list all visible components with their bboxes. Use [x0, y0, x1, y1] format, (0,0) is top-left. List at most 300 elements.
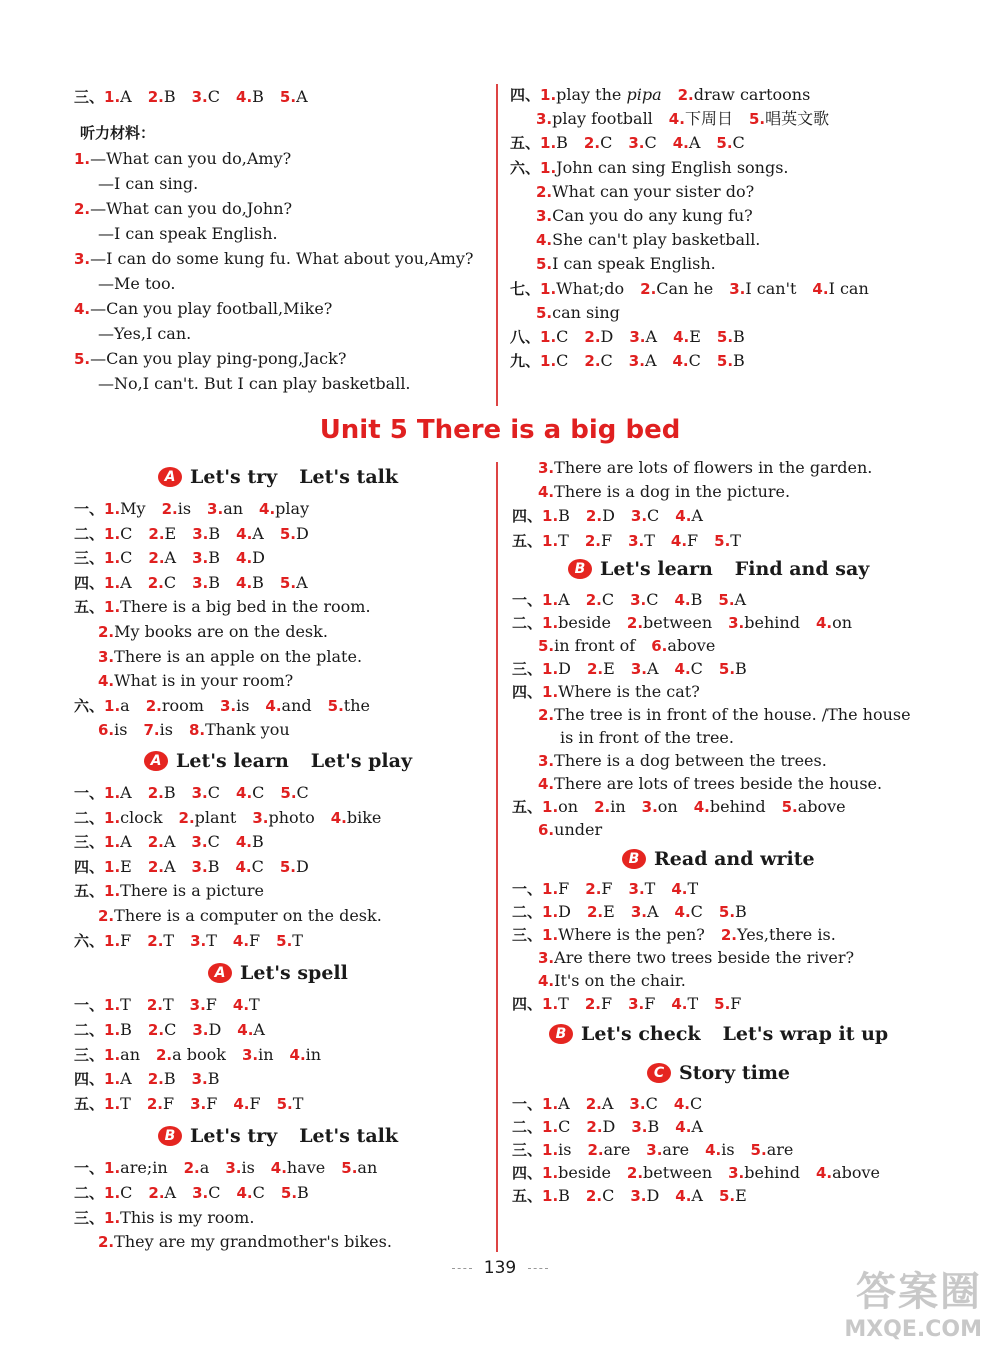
item-number: 2.	[626, 614, 644, 632]
item-number: 1.	[542, 903, 559, 921]
answer-line	[74, 198, 308, 220]
question-group-label: 五、	[510, 134, 541, 153]
item-text: There are lots of flowers in the garden.	[554, 458, 873, 477]
answer-line	[74, 1207, 270, 1229]
section-badge-icon: A	[208, 963, 232, 983]
answer-line	[74, 596, 387, 618]
item-text: F	[120, 930, 132, 950]
answer-item	[104, 832, 132, 851]
answer-line	[510, 132, 761, 154]
answer-item	[594, 797, 626, 816]
item-text: C	[600, 351, 613, 371]
answer-line	[536, 229, 776, 251]
answer-item	[542, 994, 569, 1013]
item-text: the	[343, 695, 370, 715]
answer-item	[586, 1094, 614, 1113]
item-text: There is a picture	[120, 881, 265, 901]
answer-item	[630, 1186, 659, 1205]
answer-item	[586, 1186, 614, 1205]
item-text: What;do	[556, 278, 625, 298]
answer-item	[717, 351, 745, 370]
answer-item	[587, 659, 615, 678]
item-number: 3.	[628, 352, 645, 371]
item-number: 5.	[279, 857, 296, 876]
item-text: E	[120, 856, 132, 876]
page-number: 139	[0, 1258, 1000, 1278]
answer-item	[271, 1158, 326, 1177]
answer-item	[584, 351, 612, 370]
answer-line	[536, 181, 770, 203]
answer-item	[536, 182, 754, 201]
item-text: There is a dog in the picture.	[554, 482, 791, 502]
item-text: A	[164, 548, 177, 568]
question-group-label: 二、	[74, 524, 105, 543]
item-number: 1.	[542, 995, 559, 1013]
question-group-label: 三、	[512, 660, 543, 678]
item-number: 2.	[586, 1118, 603, 1136]
item-text: I can speak English.	[552, 254, 716, 274]
item-number: 2.	[183, 1159, 200, 1177]
question-group-label: 二、	[512, 1118, 543, 1136]
answer-item	[675, 902, 703, 921]
item-number: 1.	[540, 279, 557, 298]
item-text: in	[258, 1044, 274, 1064]
answer-item	[536, 109, 653, 128]
answer-item	[190, 931, 217, 950]
item-number: 5.	[536, 303, 553, 322]
item-number: 6.	[98, 721, 115, 740]
item-text: C	[688, 351, 701, 371]
question-group-label: 三、	[512, 1141, 543, 1159]
answer-item	[98, 224, 278, 243]
answer-item	[538, 948, 854, 967]
item-text: T	[120, 1094, 131, 1114]
item-text: B	[647, 1117, 660, 1136]
answer-line	[98, 273, 191, 295]
item-text: A	[120, 572, 132, 592]
answer-item	[98, 647, 362, 666]
answer-item	[192, 783, 220, 802]
item-text: Thank you	[205, 720, 290, 740]
item-text: They are my grandmother's bikes.	[114, 1232, 392, 1252]
item-number: 3.	[536, 110, 553, 129]
answer-line	[512, 993, 757, 1015]
item-text: can sing	[552, 302, 620, 322]
answer-line	[512, 1139, 809, 1161]
item-text: are;in	[120, 1158, 168, 1177]
answer-line	[538, 704, 927, 726]
answer-line	[538, 819, 618, 841]
answer-item	[192, 87, 220, 106]
question-group-label: 三、	[512, 926, 543, 944]
item-number: 4.	[674, 903, 691, 921]
item-number: 3.	[628, 134, 645, 153]
item-text: is	[159, 720, 173, 740]
item-number: 1.	[104, 1183, 121, 1202]
item-number: 3.	[219, 696, 237, 715]
answer-line	[74, 498, 325, 520]
answer-item	[280, 783, 308, 802]
item-text: C	[120, 523, 133, 543]
item-text: —What can you do,John?	[90, 199, 293, 218]
item-text: T	[120, 995, 131, 1014]
answer-item	[98, 324, 191, 343]
item-number: 5.	[718, 903, 736, 921]
answer-item	[587, 1140, 630, 1159]
item-number: 1.	[540, 158, 557, 177]
answer-item	[104, 1208, 254, 1227]
item-text: A	[253, 1019, 265, 1039]
item-number: 3.	[630, 903, 647, 921]
item-number: 1.	[542, 1187, 559, 1205]
item-number: 4.	[693, 798, 710, 816]
answer-item	[751, 1140, 794, 1159]
answer-item	[236, 573, 264, 592]
item-number: 3.	[192, 524, 209, 543]
answer-item	[675, 1186, 703, 1205]
answer-line	[510, 350, 761, 372]
item-number: 2.	[585, 1187, 603, 1205]
item-text: behind	[709, 797, 766, 816]
subheading	[80, 122, 155, 144]
item-text: A	[120, 783, 132, 802]
question-group-label: 四、	[512, 683, 543, 701]
answer-item	[629, 351, 657, 370]
item-text: F	[162, 1094, 175, 1114]
answer-item	[538, 705, 911, 724]
answer-item	[74, 199, 292, 218]
item-text: T	[249, 995, 260, 1014]
answer-item	[290, 1045, 322, 1064]
section-badge-icon: B	[549, 1024, 573, 1044]
question-group-label: 四、	[510, 86, 541, 104]
item-text: My	[120, 499, 146, 518]
item-number: 1.	[542, 880, 559, 898]
answer-line	[510, 278, 885, 300]
item-number: 2.	[98, 907, 115, 925]
answer-item	[540, 158, 788, 177]
answer-line	[512, 1162, 896, 1184]
item-text: under	[554, 820, 603, 839]
answer-item	[265, 696, 311, 715]
item-number: 3.	[728, 1164, 745, 1182]
answer-line	[538, 947, 870, 969]
section-title: Let's try	[190, 1125, 278, 1147]
item-text: Yes,there is.	[737, 925, 836, 944]
item-number: 4.	[236, 88, 253, 106]
item-text: 唱英文歌	[765, 109, 830, 129]
answer-item	[148, 87, 176, 106]
section-heading	[208, 962, 348, 984]
item-text: B	[207, 856, 220, 876]
answer-item	[646, 1140, 689, 1159]
answer-item	[719, 659, 747, 678]
question-group-label: 四、	[512, 507, 543, 526]
answer-item	[542, 1163, 611, 1182]
answer-item	[179, 808, 237, 827]
answer-item	[671, 531, 698, 550]
item-text: C	[207, 87, 221, 106]
item-number: 4.	[236, 573, 253, 592]
item-number: 1.	[540, 328, 557, 346]
answer-item	[714, 994, 741, 1013]
answer-line	[98, 173, 214, 195]
item-text: A	[691, 1186, 703, 1205]
item-number: 3.	[191, 833, 208, 852]
item-text: B	[207, 1069, 220, 1089]
answer-item	[74, 349, 346, 368]
item-text: F	[730, 994, 742, 1013]
answer-line	[98, 621, 344, 643]
item-text: T	[292, 1094, 304, 1114]
question-group-label: 一、	[512, 591, 543, 609]
item-text: D	[208, 1019, 222, 1039]
question-group-label: 四、	[512, 1164, 543, 1182]
item-number: 2.	[677, 86, 694, 104]
item-text: My books are on the desk.	[114, 622, 328, 641]
item-number: 2.	[147, 1020, 165, 1039]
item-text: There are lots of trees beside the house.	[554, 774, 883, 793]
answer-item	[728, 613, 800, 632]
answer-item	[586, 506, 615, 525]
item-text: F	[600, 994, 613, 1013]
item-text: play football	[552, 109, 653, 129]
answer-item	[675, 590, 703, 609]
section-heading	[568, 558, 869, 580]
answer-item	[542, 1094, 570, 1113]
answer-item	[280, 857, 309, 876]
item-text: draw cartoons	[693, 85, 811, 104]
item-text: D	[600, 327, 614, 346]
subheading-text: 听力材料：	[80, 124, 156, 142]
item-text: E	[164, 523, 177, 543]
answer-item	[586, 590, 614, 609]
item-number: 1.	[542, 614, 559, 632]
item-number: 1.	[542, 660, 559, 678]
answer-item	[812, 279, 868, 298]
item-number: 3.	[628, 995, 645, 1013]
item-text: C	[252, 783, 265, 802]
answer-item	[162, 499, 191, 518]
section-badge-icon: C	[647, 1063, 671, 1083]
item-number: 2.	[146, 1095, 163, 1114]
answer-item	[728, 1163, 800, 1182]
answer-item	[671, 879, 698, 898]
item-text: A	[645, 327, 658, 346]
section-badge-icon: B	[568, 559, 592, 579]
item-number: 1.	[540, 86, 557, 104]
item-number: 4.	[265, 696, 282, 715]
item-number: 3.	[189, 996, 206, 1014]
item-text: a book	[172, 1044, 226, 1064]
answer-item	[104, 696, 130, 715]
item-number: 4.	[236, 549, 253, 568]
answer-item	[538, 482, 790, 501]
answer-item	[242, 1045, 274, 1064]
item-text: It's on the chair.	[554, 971, 686, 990]
item-number: 4.	[330, 808, 347, 827]
item-number: 1.	[104, 500, 121, 518]
answer-item	[631, 1117, 659, 1136]
answer-line	[74, 1019, 281, 1041]
answer-item	[536, 303, 620, 322]
answer-line	[512, 658, 763, 680]
question-group-label: 五、	[74, 882, 105, 901]
section-title: Let's try	[190, 466, 278, 488]
question-group-label: 五、	[512, 798, 543, 816]
item-text: A	[646, 902, 659, 921]
answer-item	[104, 548, 132, 567]
answer-line	[512, 612, 868, 634]
answer-line	[74, 1068, 236, 1090]
answer-item	[156, 1045, 226, 1064]
item-text: F	[687, 530, 699, 550]
item-number: 4.	[538, 775, 555, 793]
item-text: Can you do any kung fu?	[552, 206, 753, 225]
item-number: 2.	[147, 1070, 164, 1089]
item-number: 3.	[191, 784, 208, 802]
item-number: 4.	[705, 1141, 722, 1159]
answer-item	[233, 1094, 260, 1113]
item-text: What can your sister do?	[552, 181, 755, 201]
item-text: A	[601, 1094, 614, 1113]
answer-item	[540, 327, 568, 346]
item-number: 4.	[671, 880, 688, 898]
item-number: 3.	[628, 880, 645, 898]
item-text: B	[163, 87, 176, 106]
item-number: 2.	[147, 833, 164, 852]
answer-item	[191, 832, 219, 851]
item-text: above	[797, 797, 846, 816]
item-number: 5.	[750, 1141, 767, 1159]
answer-item	[192, 1069, 220, 1088]
answer-item	[98, 720, 127, 739]
item-text: A	[120, 832, 132, 852]
answer-item	[585, 879, 612, 898]
item-text: above	[832, 1163, 881, 1182]
item-text: C	[120, 1182, 133, 1202]
answer-line	[510, 84, 826, 106]
item-number: 1.	[542, 1141, 559, 1159]
answer-line	[536, 108, 845, 130]
item-text: between	[643, 613, 713, 632]
item-number: 2.	[148, 524, 165, 543]
question-group-label: 四、	[74, 573, 105, 592]
item-text: C	[207, 832, 220, 852]
answer-item	[148, 1069, 176, 1088]
answer-item	[104, 995, 131, 1014]
item-text: beside	[558, 613, 611, 632]
item-number: 3.	[728, 614, 745, 632]
question-group-label: 三、	[74, 833, 105, 852]
answer-item	[542, 797, 578, 816]
item-number: 3.	[628, 531, 645, 550]
item-number: 2.	[585, 1095, 602, 1113]
item-text: B	[735, 902, 747, 921]
item-number: 3.	[631, 1118, 648, 1136]
item-number: 4.	[536, 231, 553, 250]
item-number: 1.	[104, 882, 121, 901]
answer-item	[104, 573, 132, 592]
item-text: is in front of the tree.	[560, 728, 734, 747]
answer-line	[74, 86, 324, 108]
item-number: 1.	[104, 931, 121, 950]
item-text: A	[296, 87, 308, 106]
answer-item	[675, 506, 703, 525]
item-text: A	[296, 572, 308, 592]
item-text: in front of	[554, 636, 636, 655]
bottom-column-divider	[496, 462, 498, 1252]
answer-item	[252, 808, 314, 827]
item-text: I can	[828, 278, 869, 298]
item-text: —What can you do,Amy?	[90, 149, 292, 168]
item-text: 下周日	[684, 109, 733, 129]
answer-item	[104, 597, 371, 616]
answer-item	[729, 279, 796, 298]
item-number: 2.	[156, 1045, 173, 1064]
item-text: D	[602, 1117, 616, 1136]
item-number: 2.	[146, 996, 163, 1014]
answer-item	[280, 87, 308, 106]
item-text: an	[357, 1158, 378, 1177]
answer-item	[542, 879, 569, 898]
answer-item	[98, 374, 411, 393]
question-group-label: 六、	[510, 158, 541, 177]
answer-line	[98, 323, 207, 345]
section-heading	[549, 1023, 888, 1045]
item-text: C	[163, 572, 177, 592]
item-text: B	[558, 506, 570, 526]
answer-line	[512, 530, 757, 552]
item-number: 4.	[232, 931, 250, 950]
answer-item	[721, 925, 836, 944]
answer-line	[536, 302, 636, 324]
answer-line	[74, 994, 276, 1016]
answer-item	[233, 995, 260, 1014]
answer-item	[584, 133, 612, 152]
item-text: bike	[346, 807, 382, 827]
item-text: C	[600, 133, 613, 153]
answer-item	[705, 1140, 734, 1159]
item-number: 2.	[148, 1183, 165, 1202]
item-number: 4.	[259, 500, 276, 518]
answer-item	[538, 751, 827, 770]
answer-item	[782, 797, 846, 816]
item-number: 5.	[279, 88, 297, 106]
item-number: 5.	[781, 798, 798, 816]
question-group-label: 一、	[512, 1095, 543, 1113]
item-text: behind	[744, 1163, 800, 1182]
item-number: 4.	[675, 1187, 692, 1205]
item-number: 2.	[585, 507, 603, 526]
item-number: 3.	[729, 279, 746, 298]
item-text: B	[690, 590, 703, 609]
answer-item	[236, 524, 264, 543]
answer-line	[74, 880, 280, 902]
item-number: 2.	[585, 591, 602, 609]
item-text: There is a computer on the desk.	[114, 906, 382, 925]
answer-item	[542, 590, 570, 609]
item-text: Where is the cat?	[558, 682, 700, 701]
item-text: a	[199, 1158, 210, 1177]
item-number: 2.	[147, 88, 164, 106]
item-text: She can't play basketball.	[552, 230, 761, 250]
item-text: A	[734, 590, 747, 609]
answer-item	[98, 174, 198, 193]
answer-line	[538, 481, 806, 503]
item-number: 3.	[191, 88, 208, 106]
answer-item	[276, 931, 303, 950]
